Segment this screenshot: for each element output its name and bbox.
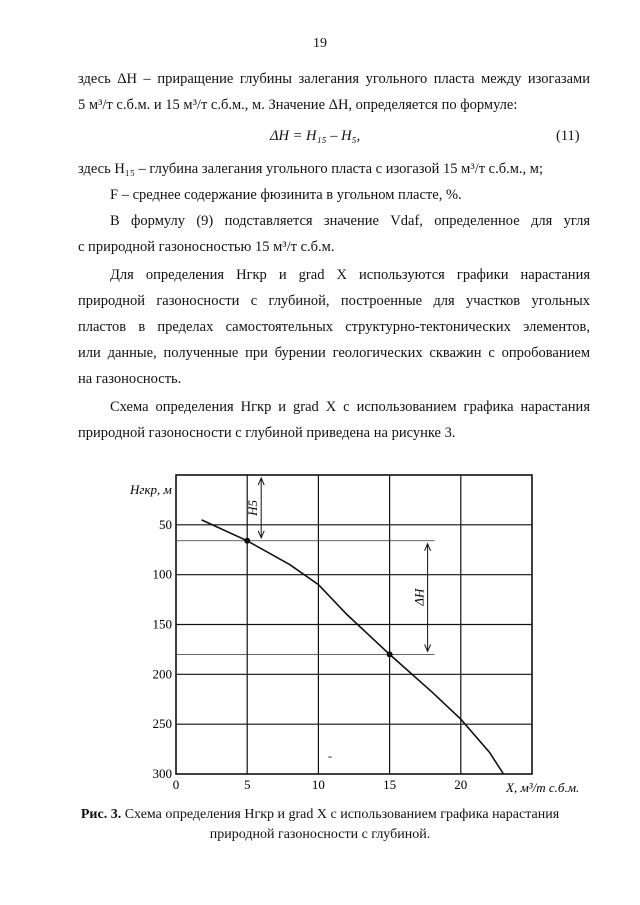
formula: ΔH = H₁₅ – H₅, xyxy=(270,128,361,144)
depth-gas-chart xyxy=(0,470,640,800)
paragraph-line: или данные, полученные при бурении геологических скважин с опробованием xyxy=(78,345,590,361)
formula-number: (11) xyxy=(556,128,580,144)
paragraph-line: природной газоносности с глубиной, построенные для участков угольных xyxy=(78,293,590,309)
x-tick-label: 20 xyxy=(454,777,468,792)
figure-caption-line-2: природной газоносности с глубиной. xyxy=(209,827,431,842)
x-tick-label: 10 xyxy=(311,777,325,792)
paragraph-line: природной газоносности с глубиной приведена на рисунке 3. xyxy=(78,425,456,441)
caption-figure-number: Рис. 3. xyxy=(80,807,122,822)
y-tick-label: 300 xyxy=(152,766,172,781)
y-axis-label: Hгкр, м xyxy=(130,482,172,497)
x-tick-label: 15 xyxy=(383,777,397,792)
paragraph-line: на газоносность. xyxy=(78,371,182,387)
x-axis-label: X, м³/т с.б.м. xyxy=(506,780,580,795)
paragraph-line: пластов в пределах самостоятельных структурно-тектонических элементов, xyxy=(78,319,590,335)
paragraph-line: здесь H₁₅ – глубина залегания угольного пласта с изогазой 15 м³/т с.б.м., м; xyxy=(78,161,544,177)
delta-h-label: ΔH xyxy=(411,588,427,606)
caption-line-1: Схема определения Hгкр и grad X с использованием графика нарастания xyxy=(124,807,560,822)
dash-mark: - xyxy=(328,749,332,763)
page-number: 19 xyxy=(313,36,327,51)
marked-point xyxy=(244,538,250,544)
chart-grid xyxy=(176,475,532,774)
marked-point xyxy=(387,651,393,657)
y-tick-label: 100 xyxy=(152,566,172,582)
paragraph-line: с природной газоносностью 15 м³/т с.б.м. xyxy=(78,239,335,255)
paragraph-line: Схема определения Hгкр и grad X с использованием графика нарастания xyxy=(110,399,590,415)
paragraph-line: В формулу (9) подставляется значение Vdaf, определенное для угля xyxy=(110,213,590,229)
x-tick-label: 5 xyxy=(243,777,251,792)
paragraph-line: здесь ΔH – приращение глубины залегания угольного пласта между изогазами xyxy=(78,71,590,87)
paragraph-line: Для определения Hгкр и grad X используются графики нарастания xyxy=(110,267,590,283)
x-tick-label: 0 xyxy=(172,777,180,792)
paragraph-line: 5 м³/т с.б.м. и 15 м³/т с.б.м., м. Значение ΔH, определяется по формуле: xyxy=(78,97,518,113)
chart-annotations xyxy=(176,478,435,654)
y-tick-label: 150 xyxy=(152,616,172,632)
h5-label: H5 xyxy=(245,499,261,516)
y-tick-label: 250 xyxy=(152,716,172,732)
figure-caption xyxy=(60,806,580,824)
paragraph-line: F – среднее содержание фюзинита в угольном пласте, %. xyxy=(110,187,462,203)
y-tick-label: 50 xyxy=(159,516,172,532)
y-tick-label: 200 xyxy=(152,666,172,682)
